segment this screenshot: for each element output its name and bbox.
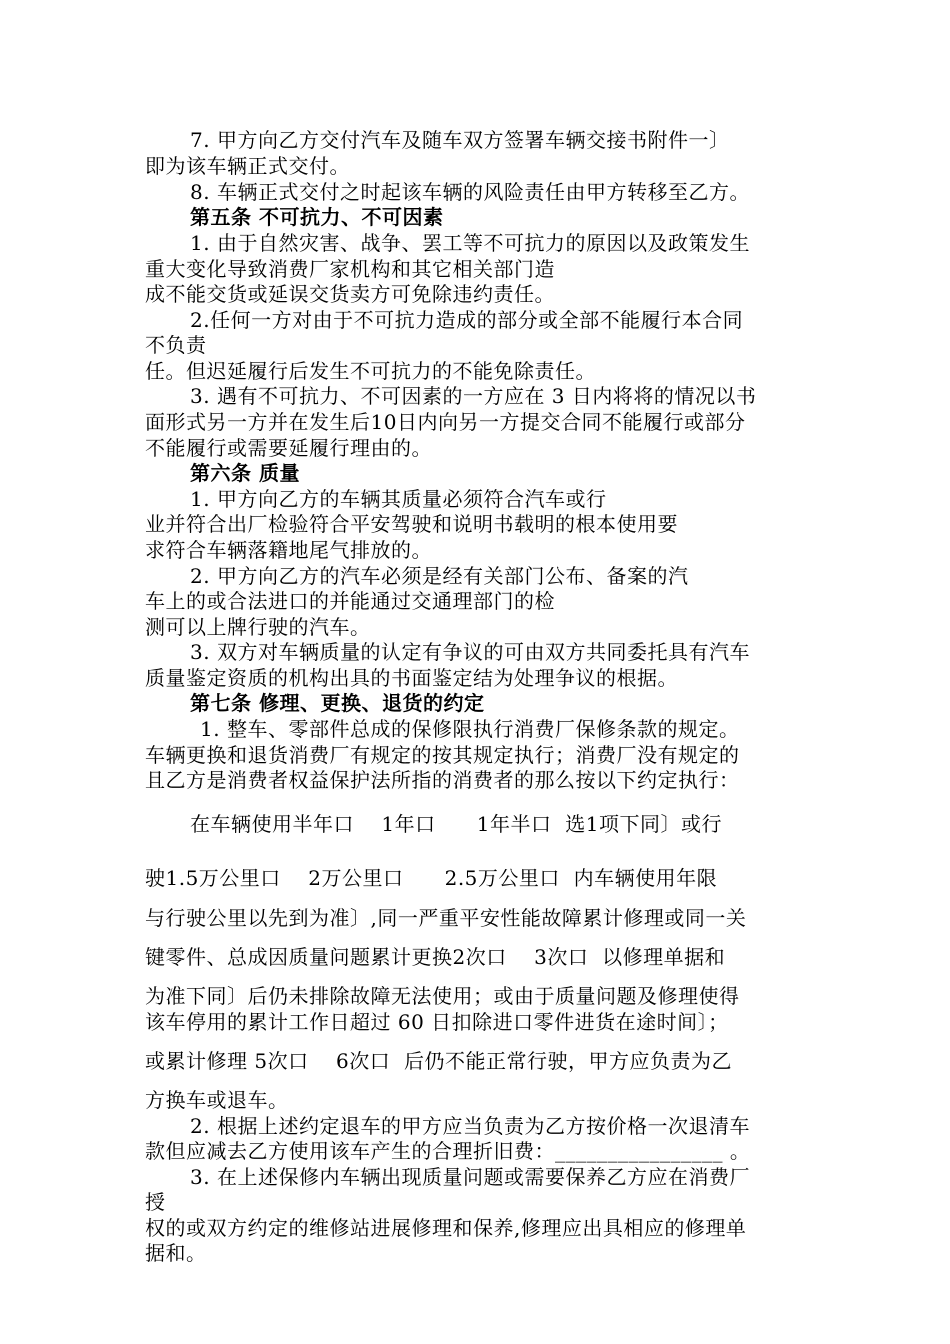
paragraph-line: 权的或双方约定的维修站进展修理和保养,修理应出具相应的修理单 <box>145 1216 747 1240</box>
paragraph-line: 1. 由于自然灾害、战争、罢工等不可抗力的原因以及政策发生 <box>190 231 750 255</box>
paragraph-line: 车辆更换和退货消费厂有规定的按其规定执行；消费厂没有规定的 <box>145 743 740 767</box>
paragraph-line: 款但应减去乙方使用该车产生的合理折旧费：________________ 。 <box>145 1139 751 1163</box>
paragraph-line: 面形式另一方并在发生后10日内向另一方提交合同不能履行或部分 <box>145 410 746 434</box>
checkbox-line: 或累计修理 5次口 6次口 后仍不能正常行驶，甲方应负责为乙 <box>145 1049 732 1073</box>
paragraph-line: 该车停用的累计工作日超过 60 日扣除进口零件进货在途时间〕； <box>145 1010 729 1034</box>
paragraph-line: 3. 遇有不可抗力、不可因素的一方应在 3 日内将将的情况以书 <box>190 384 757 408</box>
paragraph-line: 8. 车辆正式交付之时起该车辆的风险责任由甲方转移至乙方。 <box>190 180 750 204</box>
checkbox-line: 在车辆使用半年口 1年口 1年半口 选1项下同〕或行 <box>190 812 722 836</box>
paragraph-line: 授 <box>145 1190 166 1214</box>
paragraph-line: 方换车或退车。 <box>145 1088 289 1112</box>
paragraph-line: 1. 整车、零部件总成的保修限执行消费厂保修条款的规定。 <box>200 717 740 741</box>
checkbox-line: 键零件、总成因质量问题累计更换2次口 3次口 以修理单据和 <box>145 945 726 969</box>
paragraph-line: 2. 甲方向乙方的汽车必须是经有关部门公布、备案的汽 <box>190 564 689 588</box>
paragraph-line: 车上的或合法进口的并能通过交通理部门的检 <box>145 589 555 613</box>
paragraph-line: 与行驶公里以先到为准〕,同一严重平安性能故障累计修理或同一关 <box>145 906 747 930</box>
paragraph-line: 求符合车辆落籍地尾气排放的。 <box>145 538 432 562</box>
paragraph-line: 7. 甲方向乙方交付汽车及随车双方签署车辆交接书附件一〕 <box>190 128 730 152</box>
paragraph-line: 质量鉴定资质的机构出具的书面鉴定结为处理争议的根据。 <box>145 666 678 690</box>
paragraph-line: 业并符合出厂检验符合平安驾驶和说明书载明的根本使用要 <box>145 512 678 536</box>
paragraph-line: 不能履行或需要延履行理由的。 <box>145 436 432 460</box>
paragraph-line: 不负责 <box>145 333 207 357</box>
paragraph-line: 任。但迟延履行后发生不可抗力的不能免除责任。 <box>145 359 596 383</box>
paragraph-line: 3. 双方对车辆质量的认定有争议的可由双方共同委托具有汽车 <box>190 640 750 664</box>
paragraph-line: 重大变化导致消费厂家机构和其它相关部门造 <box>145 257 555 281</box>
paragraph-line: 成不能交货或延误交货卖方可免除违约责任。 <box>145 282 555 306</box>
section-heading: 第五条 不可抗力、不可因素 <box>190 205 444 229</box>
section-heading: 第七条 修理、更换、退货的约定 <box>190 691 485 715</box>
paragraph-line: 3. 在上述保修内车辆出现质量问题或需要保养乙方应在消费厂 <box>190 1165 750 1189</box>
paragraph-line: 即为该车辆正式交付。 <box>145 154 350 178</box>
paragraph-line: 2.任何一方对由于不可抗力造成的部分或全部不能履行本合同 <box>190 308 744 332</box>
paragraph-line: 测可以上牌行驶的汽车。 <box>145 615 371 639</box>
checkbox-line: 驶1.5万公里口 2万公里口 2.5万公里口 内车辆使用年限 <box>145 866 718 890</box>
paragraph-line: 1. 甲方向乙方的车辆其质量必须符合汽车或行 <box>190 487 607 511</box>
paragraph-line: 且乙方是消费者权益保护法所指的消费者的那么按以下约定执行： <box>145 768 740 792</box>
section-heading: 第六条 质量 <box>190 461 300 485</box>
paragraph-line: 2. 根据上述约定退车的甲方应当负责为乙方按价格一次退清车 <box>190 1114 750 1138</box>
paragraph-line: 据和。 <box>145 1241 207 1265</box>
paragraph-line: 为准下同〕后仍未排除故障无法使用；或由于质量问题及修理使得 <box>145 984 740 1008</box>
